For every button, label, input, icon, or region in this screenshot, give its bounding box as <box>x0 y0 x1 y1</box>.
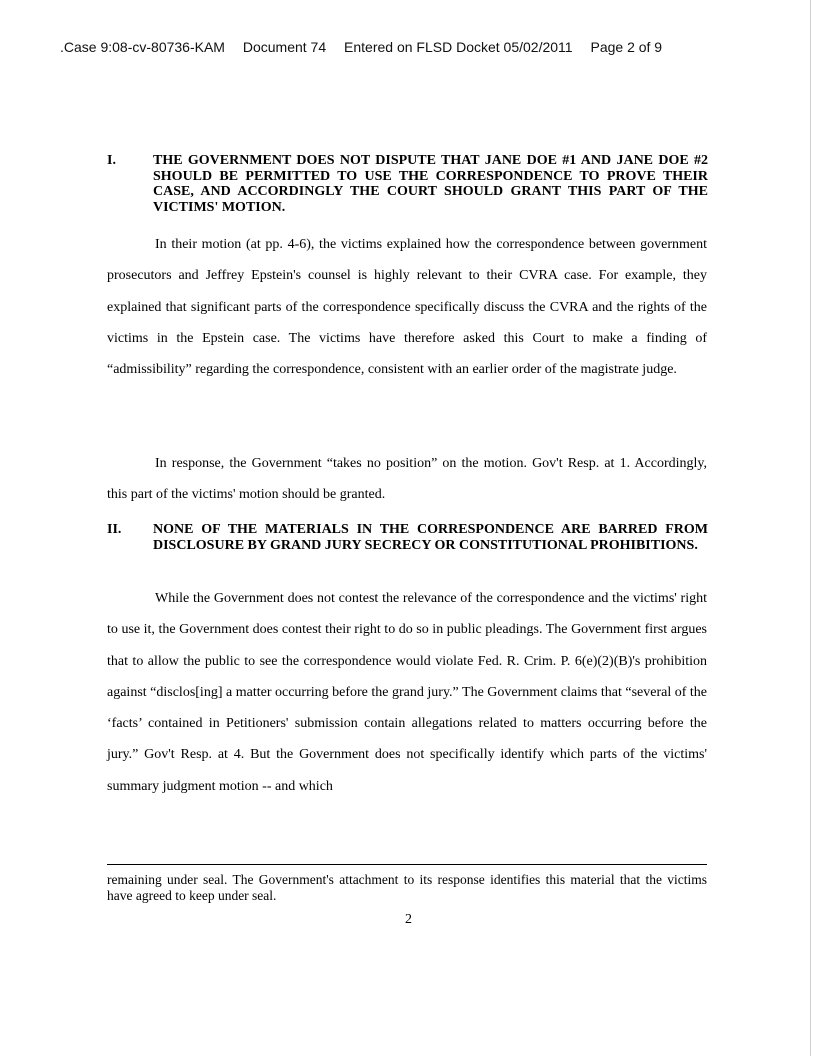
docket-header <box>60 39 800 55</box>
footnote-text: remaining under seal. The Government's attachment to its response identifies this material that the victims have agreed to keep under seal. <box>107 872 707 903</box>
document-number: Document 74 <box>242 39 327 55</box>
section-1-paragraph-1: In their motion (at pp. 4-6), the victims explained how the correspondence between government prosecutors and Jeffrey Epstein's counsel is highly relevant to their CVRA case. For example, they explained that significant parts of the correspondence specifically discuss the CVRA and the rights of the victims in the Epstein case. The victims have therefore asked this Court to make a finding of “admissibility” regarding the correspondence, consistent with an earlier order of the magistrate judge. <box>107 237 707 378</box>
section-2-paragraph-1: While the Government does not contest the relevance of the correspondence and the victims' right to use it, the Government does contest their right to do so in public pleadings. The Government first argues that to allow the public to see the correspondence would violate Fed. R. Crim. P. 6(e)(2)(B)'s prohibition against “disclos[ing] a matter occurring before the grand jury.” The Government claims that “several of the ‘facts’ contained in Petitioners' submission contain allegations related to matters occurring before the jury.” Gov't Resp. at 4. But the Government does not specifically identify which parts of the victims' summary judgment motion -- and which <box>107 591 707 794</box>
section-2-heading-text: NONE OF THE MATERIALS IN THE CORRESPONDENCE ARE BARRED FROM DISCLOSURE BY GRAND JURY SECRECY OR CONSTITUTIONAL PROHIBITIONS. <box>153 522 708 553</box>
page-number: 2 <box>405 912 412 927</box>
section-1-paragraph-2: In response, the Government “takes no position” on the motion. Gov't Resp. at 1. Accordingly, this part of the victims' motion should be granted. <box>107 456 707 503</box>
docket-entry: Entered on FLSD Docket 05/02/2011 <box>344 39 573 55</box>
page-count: Page 2 of 9 <box>590 39 663 55</box>
footnote-divider <box>107 864 707 865</box>
page-edge-line <box>810 0 811 1056</box>
section-2-number: II. <box>107 522 122 537</box>
case-number: .Case 9:08-cv-80736-KAM <box>60 39 225 55</box>
section-1-number: I. <box>107 153 116 168</box>
section-1-heading-text: THE GOVERNMENT DOES NOT DISPUTE THAT JANE DOE #1 AND JANE DOE #2 SHOULD BE PERMITTED TO USE THE CORRESPONDENCE TO PROVE THEIR CASE, AND ACCORDINGLY THE COURT SHOULD GRANT THIS PART OF THE VICTIMS' MOTION. <box>153 153 708 215</box>
